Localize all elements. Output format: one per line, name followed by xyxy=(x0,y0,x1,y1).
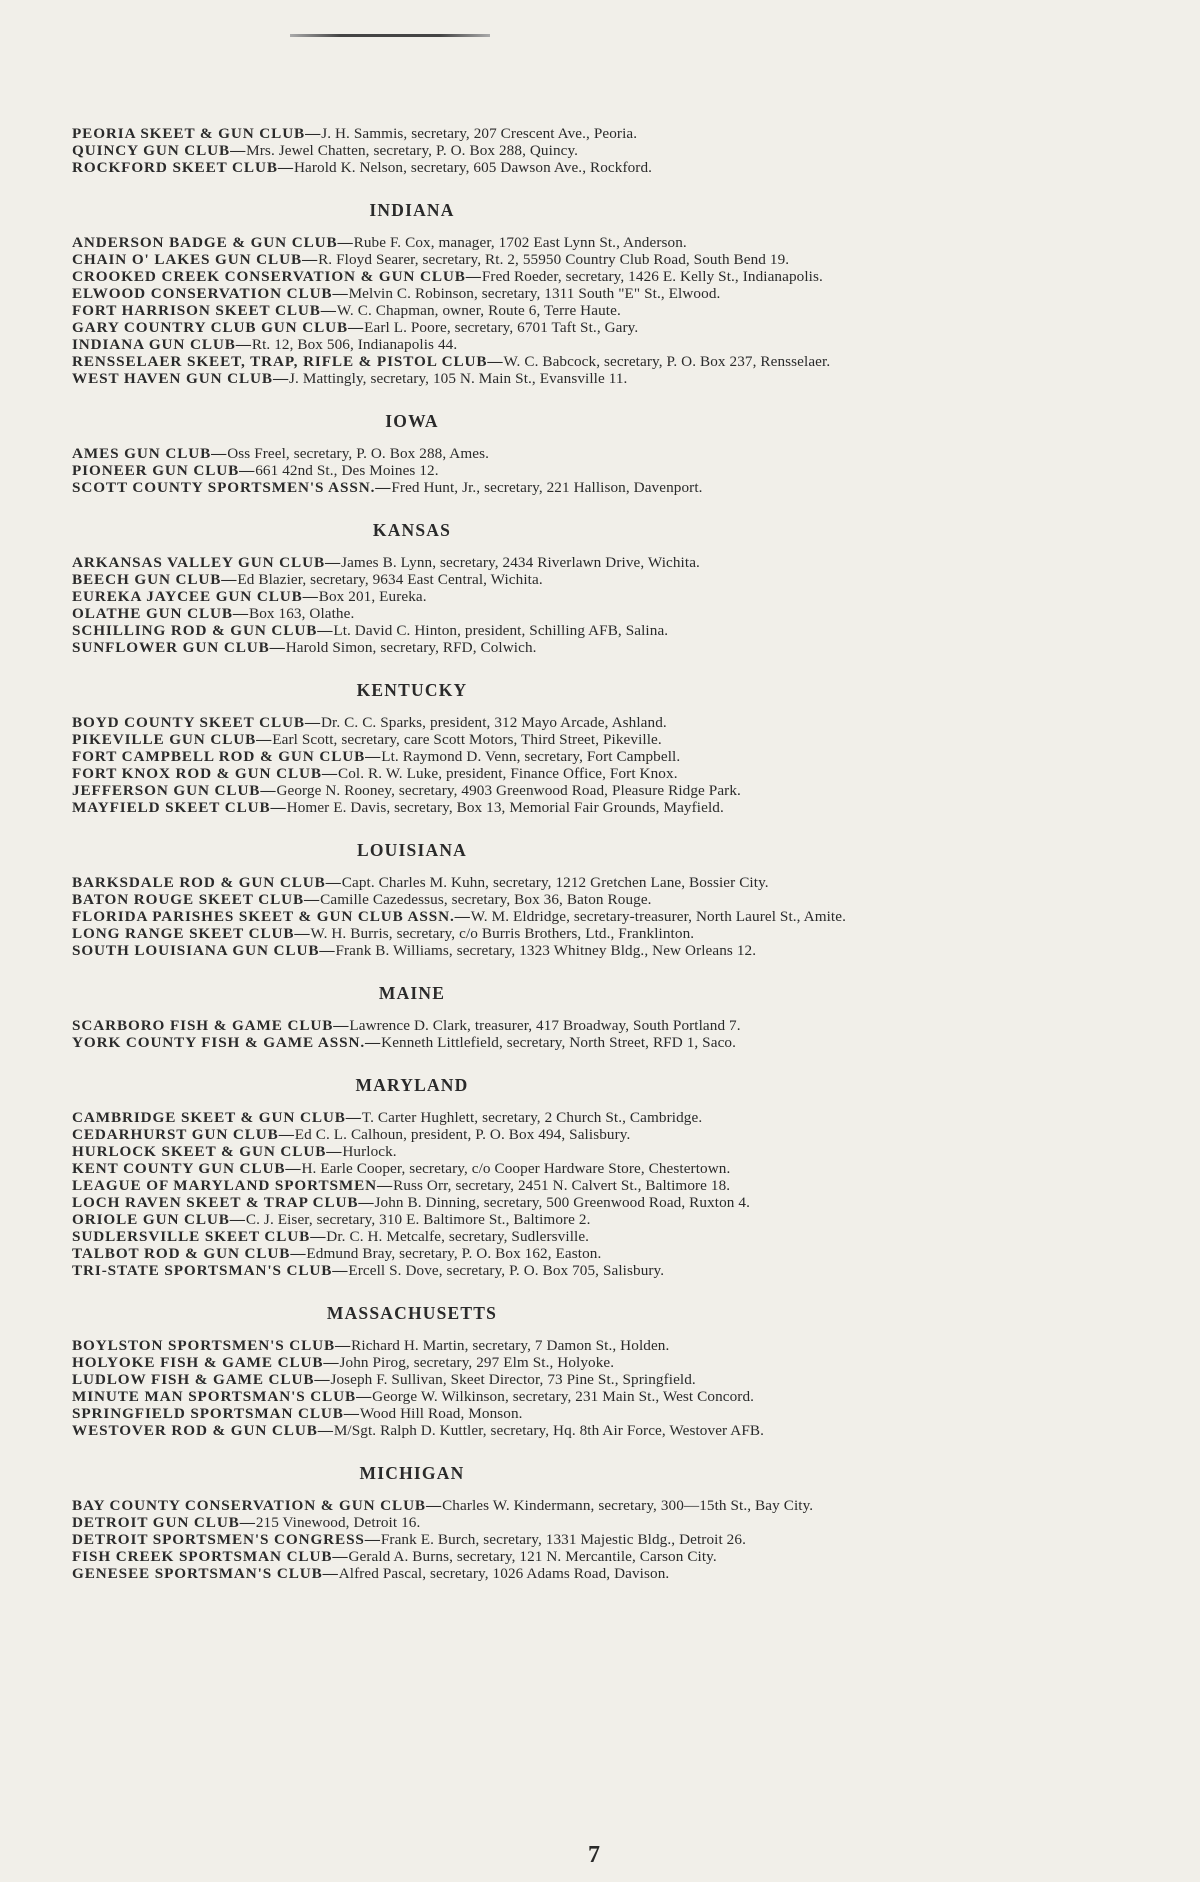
club-entry xyxy=(72,799,1172,816)
club-contact: C. J. Eiser, secretary, 310 E. Baltimore St., Baltimore 2. xyxy=(245,1211,591,1228)
state-section xyxy=(72,983,1172,1051)
club-name: CHAIN O' LAKES GUN CLUB— xyxy=(72,251,319,268)
club-entry xyxy=(72,891,1172,908)
club-contact: Frank E. Burch, secretary, 1331 Majestic Bldg., Detroit 26. xyxy=(380,1531,746,1548)
club-entry xyxy=(72,874,1172,891)
club-entry xyxy=(72,1245,1172,1262)
club-contact: W. H. Burris, secretary, c/o Burris Brothers, Ltd., Franklinton. xyxy=(310,925,695,942)
club-contact: Lt. David C. Hinton, president, Schilling AFB, Salina. xyxy=(333,622,669,639)
club-contact: W. C. Chapman, owner, Route 6, Terre Haute. xyxy=(336,302,621,319)
club-contact: H. Earle Cooper, secretary, c/o Cooper Hardware Store, Chestertown. xyxy=(301,1160,731,1177)
club-entry xyxy=(72,622,1172,639)
club-contact: Hurlock. xyxy=(342,1143,397,1160)
club-entry xyxy=(72,1160,1172,1177)
state-sections xyxy=(72,200,1172,1582)
page-number: 7 xyxy=(588,1842,600,1868)
club-entry xyxy=(72,1371,1172,1388)
club-name: LUDLOW FISH & GAME CLUB— xyxy=(72,1371,331,1388)
club-name: QUINCY GUN CLUB— xyxy=(72,142,247,159)
club-name: FORT HARRISON SKEET CLUB— xyxy=(72,302,337,319)
state-heading: MAINE xyxy=(378,983,446,1003)
club-name: SCARBORO FISH & GAME CLUB— xyxy=(72,1017,350,1034)
club-contact: R. Floyd Searer, secretary, Rt. 2, 55950 Country Club Road, South Bend 19. xyxy=(318,251,790,268)
club-name: BATON ROUGE SKEET CLUB— xyxy=(72,891,321,908)
club-name: AMES GUN CLUB— xyxy=(72,445,228,462)
club-contact: W. M. Eldridge, secretary-treasurer, North Laurel St., Amite. xyxy=(470,908,846,925)
club-name: LEAGUE OF MARYLAND SPORTSMEN— xyxy=(72,1177,394,1194)
state-heading: KANSAS xyxy=(372,520,452,540)
club-contact: Harold Simon, secretary, RFD, Colwich. xyxy=(285,639,537,656)
club-contact: Kenneth Littlefield, secretary, North Street, RFD 1, Saco. xyxy=(381,1034,736,1051)
club-name: ARKANSAS VALLEY GUN CLUB— xyxy=(72,554,342,571)
club-entry xyxy=(72,782,1172,799)
club-name: FORT KNOX ROD & GUN CLUB— xyxy=(72,765,338,782)
club-entry xyxy=(72,1388,1172,1405)
club-contact: John B. Dinning, secretary, 500 Greenwood Road, Ruxton 4. xyxy=(374,1194,750,1211)
club-contact: Russ Orr, secretary, 2451 N. Calvert St., Baltimore 18. xyxy=(393,1177,731,1194)
club-contact: Col. R. W. Luke, president, Finance Office, Fort Knox. xyxy=(337,765,678,782)
club-name: JEFFERSON GUN CLUB— xyxy=(72,782,277,799)
club-contact: 661 42nd St., Des Moines 12. xyxy=(255,462,439,479)
club-entry xyxy=(72,1034,1172,1051)
club-entry xyxy=(72,268,1172,285)
club-contact: W. C. Babcock, secretary, P. O. Box 237, Rensselaer. xyxy=(503,353,831,370)
club-contact: James B. Lynn, secretary, 2434 Riverlawn Drive, Wichita. xyxy=(341,554,700,571)
club-contact: George N. Rooney, secretary, 4903 Greenwood Road, Pleasure Ridge Park. xyxy=(276,782,741,799)
club-contact: Wood Hill Road, Monson. xyxy=(359,1405,523,1422)
club-entry xyxy=(72,479,1172,496)
club-entry xyxy=(72,714,1172,731)
club-entry xyxy=(72,925,1172,942)
club-name: BOYLSTON SPORTSMEN'S CLUB— xyxy=(72,1337,352,1354)
club-entry xyxy=(72,125,1172,142)
club-name: ANDERSON BADGE & GUN CLUB— xyxy=(72,234,354,251)
state-heading: MICHIGAN xyxy=(359,1463,465,1483)
club-name: MAYFIELD SKEET CLUB— xyxy=(72,799,287,816)
state-heading: INDIANA xyxy=(369,200,455,220)
club-name: YORK COUNTY FISH & GAME ASSN.— xyxy=(72,1034,382,1051)
club-contact: Camille Cazedessus, secretary, Box 36, Baton Rouge. xyxy=(320,891,652,908)
club-entry xyxy=(72,942,1172,959)
club-contact: Gerald A. Burns, secretary, 121 N. Mercantile, Carson City. xyxy=(348,1548,717,1565)
club-entry xyxy=(72,1211,1172,1228)
club-entry xyxy=(72,588,1172,605)
state-heading: KENTUCKY xyxy=(356,680,468,700)
club-contact: Lt. Raymond D. Venn, secretary, Fort Campbell. xyxy=(381,748,681,765)
club-name: PEORIA SKEET & GUN CLUB— xyxy=(72,125,322,142)
club-contact: Ercell S. Dove, secretary, P. O. Box 705, Salisbury. xyxy=(348,1262,665,1279)
club-name: TALBOT ROD & GUN CLUB— xyxy=(72,1245,307,1262)
club-entry xyxy=(72,142,1172,159)
club-contact: Ed C. L. Calhoun, president, P. O. Box 494, Salisbury. xyxy=(294,1126,631,1143)
club-contact: John Pirog, secretary, 297 Elm St., Holyoke. xyxy=(339,1354,615,1371)
club-name: CAMBRIDGE SKEET & GUN CLUB— xyxy=(72,1109,362,1126)
club-name: PIONEER GUN CLUB— xyxy=(72,462,256,479)
intro-entries xyxy=(72,125,1172,176)
club-entry xyxy=(72,1514,1172,1531)
club-name: BOYD COUNTY SKEET CLUB— xyxy=(72,714,321,731)
club-entry xyxy=(72,1017,1172,1034)
club-entry xyxy=(72,1126,1172,1143)
club-entry xyxy=(72,251,1172,268)
club-entry xyxy=(72,748,1172,765)
club-name: HOLYOKE FISH & GAME CLUB— xyxy=(72,1354,340,1371)
club-entry xyxy=(72,1194,1172,1211)
club-name: CROOKED CREEK CONSERVATION & GUN CLUB— xyxy=(72,268,482,285)
club-name: WESTOVER ROD & GUN CLUB— xyxy=(72,1422,334,1439)
club-contact: Harold K. Nelson, secretary, 605 Dawson Ave., Rockford. xyxy=(293,159,653,176)
club-contact: Charles W. Kindermann, secretary, 300—15th St., Bay City. xyxy=(442,1497,814,1514)
club-name: PIKEVILLE GUN CLUB— xyxy=(72,731,273,748)
club-contact: Melvin C. Robinson, secretary, 1311 South "E" St., Elwood. xyxy=(348,285,721,302)
club-name: INDIANA GUN CLUB— xyxy=(72,336,252,353)
club-entry xyxy=(72,605,1172,622)
club-entry xyxy=(72,1565,1172,1582)
club-entry xyxy=(72,1422,1172,1439)
state-heading: LOUISIANA xyxy=(357,840,467,860)
club-name: OLATHE GUN CLUB— xyxy=(72,605,249,622)
club-entry xyxy=(72,285,1172,302)
club-entry xyxy=(72,554,1172,571)
club-entry xyxy=(72,234,1172,251)
club-contact: Rube F. Cox, manager, 1702 East Lynn St., Anderson. xyxy=(353,234,687,251)
club-contact: Oss Freel, secretary, P. O. Box 288, Ames. xyxy=(227,445,490,462)
club-contact: Earl Scott, secretary, care Scott Motors, Third Street, Pikeville. xyxy=(272,731,662,748)
club-name: FLORIDA PARISHES SKEET & GUN CLUB ASSN.— xyxy=(72,908,471,925)
club-contact: Lawrence D. Clark, treasurer, 417 Broadway, South Portland 7. xyxy=(349,1017,741,1034)
club-entry xyxy=(72,370,1172,387)
club-entry xyxy=(72,1143,1172,1160)
club-entry xyxy=(72,908,1172,925)
club-name: BEECH GUN CLUB— xyxy=(72,571,238,588)
club-name: BARKSDALE ROD & GUN CLUB— xyxy=(72,874,342,891)
state-section xyxy=(72,200,1172,387)
club-contact: J. Mattingly, secretary, 105 N. Main St., Evansville 11. xyxy=(289,370,628,387)
club-entry xyxy=(72,1228,1172,1245)
club-entry xyxy=(72,765,1172,782)
club-contact: Alfred Pascal, secretary, 1026 Adams Road, Davison. xyxy=(338,1565,670,1582)
club-entry xyxy=(72,302,1172,319)
club-name: DETROIT SPORTSMEN'S CONGRESS— xyxy=(72,1531,381,1548)
club-contact: Fred Hunt, Jr., secretary, 221 Hallison, Davenport. xyxy=(391,479,703,496)
club-contact: Dr. C. H. Metcalfe, secretary, Sudlersville. xyxy=(326,1228,590,1245)
club-entry xyxy=(72,319,1172,336)
club-name: SCOTT COUNTY SPORTSMEN'S ASSN.— xyxy=(72,479,392,496)
club-name: LONG RANGE SKEET CLUB— xyxy=(72,925,311,942)
club-entry xyxy=(72,1337,1172,1354)
club-name: FISH CREEK SPORTSMAN CLUB— xyxy=(72,1548,349,1565)
state-section xyxy=(72,520,1172,656)
club-contact: Richard H. Martin, secretary, 7 Damon St., Holden. xyxy=(351,1337,670,1354)
club-name: ELWOOD CONSERVATION CLUB— xyxy=(72,285,349,302)
state-heading: MASSACHUSETTS xyxy=(326,1303,498,1323)
club-contact: J. H. Sammis, secretary, 207 Crescent Ave., Peoria. xyxy=(321,125,638,142)
state-section xyxy=(72,1303,1172,1439)
top-rule xyxy=(290,34,490,37)
state-section xyxy=(72,1075,1172,1279)
directory-page xyxy=(72,125,1172,1582)
club-entry xyxy=(72,639,1172,656)
club-contact: Joseph F. Sullivan, Skeet Director, 73 Pine St., Springfield. xyxy=(330,1371,696,1388)
club-name: BAY COUNTY CONSERVATION & GUN CLUB— xyxy=(72,1497,443,1514)
club-contact: Earl L. Poore, secretary, 6701 Taft St., Gary. xyxy=(364,319,639,336)
club-entry xyxy=(72,1354,1172,1371)
club-name: TRI-STATE SPORTSMAN'S CLUB— xyxy=(72,1262,349,1279)
club-name: MINUTE MAN SPORTSMAN'S CLUB— xyxy=(72,1388,373,1405)
club-name: CEDARHURST GUN CLUB— xyxy=(72,1126,295,1143)
club-entry xyxy=(72,571,1172,588)
state-section xyxy=(72,411,1172,496)
state-section xyxy=(72,1463,1172,1582)
club-contact: M/Sgt. Ralph D. Kuttler, secretary, Hq. 8th Air Force, Westover AFB. xyxy=(333,1422,764,1439)
club-entry xyxy=(72,1262,1172,1279)
club-name: ORIOLE GUN CLUB— xyxy=(72,1211,246,1228)
club-entry xyxy=(72,1405,1172,1422)
club-contact: Box 201, Eureka. xyxy=(318,588,427,605)
club-name: SUNFLOWER GUN CLUB— xyxy=(72,639,286,656)
club-name: SPRINGFIELD SPORTSMAN CLUB— xyxy=(72,1405,360,1422)
club-contact: Dr. C. C. Sparks, president, 312 Mayo Arcade, Ashland. xyxy=(320,714,667,731)
state-heading: IOWA xyxy=(385,411,439,431)
club-entry xyxy=(72,731,1172,748)
club-entry xyxy=(72,462,1172,479)
club-entry xyxy=(72,1548,1172,1565)
club-entry xyxy=(72,1531,1172,1548)
club-name: RENSSELAER SKEET, TRAP, RIFLE & PISTOL CLUB— xyxy=(72,353,504,370)
club-name: HURLOCK SKEET & GUN CLUB— xyxy=(72,1143,343,1160)
club-contact: George W. Wilkinson, secretary, 231 Main St., West Concord. xyxy=(372,1388,755,1405)
club-name: FORT CAMPBELL ROD & GUN CLUB— xyxy=(72,748,382,765)
club-contact: Frank B. Williams, secretary, 1323 Whitney Bldg., New Orleans 12. xyxy=(335,942,757,959)
state-section xyxy=(72,680,1172,816)
club-entry xyxy=(72,159,1172,176)
club-entry xyxy=(72,445,1172,462)
club-name: GENESEE SPORTSMAN'S CLUB— xyxy=(72,1565,339,1582)
club-contact: Ed Blazier, secretary, 9634 East Central, Wichita. xyxy=(237,571,543,588)
state-section xyxy=(72,840,1172,959)
club-name: ROCKFORD SKEET CLUB— xyxy=(72,159,294,176)
club-contact: Capt. Charles M. Kuhn, secretary, 1212 Gretchen Lane, Bossier City. xyxy=(341,874,769,891)
club-contact: Mrs. Jewel Chatten, secretary, P. O. Box 288, Quincy. xyxy=(246,142,579,159)
club-entry xyxy=(72,353,1172,370)
club-entry xyxy=(72,1177,1172,1194)
club-name: EUREKA JAYCEE GUN CLUB— xyxy=(72,588,319,605)
club-entry xyxy=(72,1109,1172,1126)
club-contact: T. Carter Hughlett, secretary, 2 Church St., Cambridge. xyxy=(361,1109,703,1126)
club-name: SOUTH LOUISIANA GUN CLUB— xyxy=(72,942,336,959)
club-contact: Edmund Bray, secretary, P. O. Box 162, Easton. xyxy=(306,1245,602,1262)
club-name: GARY COUNTRY CLUB GUN CLUB— xyxy=(72,319,365,336)
club-contact: Box 163, Olathe. xyxy=(248,605,355,622)
club-name: SCHILLING ROD & GUN CLUB— xyxy=(72,622,334,639)
club-contact: Rt. 12, Box 506, Indianapolis 44. xyxy=(251,336,458,353)
club-name: SUDLERSVILLE SKEET CLUB— xyxy=(72,1228,327,1245)
club-name: DETROIT GUN CLUB— xyxy=(72,1514,256,1531)
state-heading: MARYLAND xyxy=(355,1075,469,1095)
club-entry xyxy=(72,336,1172,353)
club-entry xyxy=(72,1497,1172,1514)
club-contact: Fred Roeder, secretary, 1426 E. Kelly St., Indianapolis. xyxy=(481,268,823,285)
club-name: WEST HAVEN GUN CLUB— xyxy=(72,370,290,387)
club-contact: 215 Vinewood, Detroit 16. xyxy=(255,1514,421,1531)
club-name: LOCH RAVEN SKEET & TRAP CLUB— xyxy=(72,1194,375,1211)
club-name: KENT COUNTY GUN CLUB— xyxy=(72,1160,302,1177)
club-contact: Homer E. Davis, secretary, Box 13, Memorial Fair Grounds, Mayfield. xyxy=(286,799,724,816)
